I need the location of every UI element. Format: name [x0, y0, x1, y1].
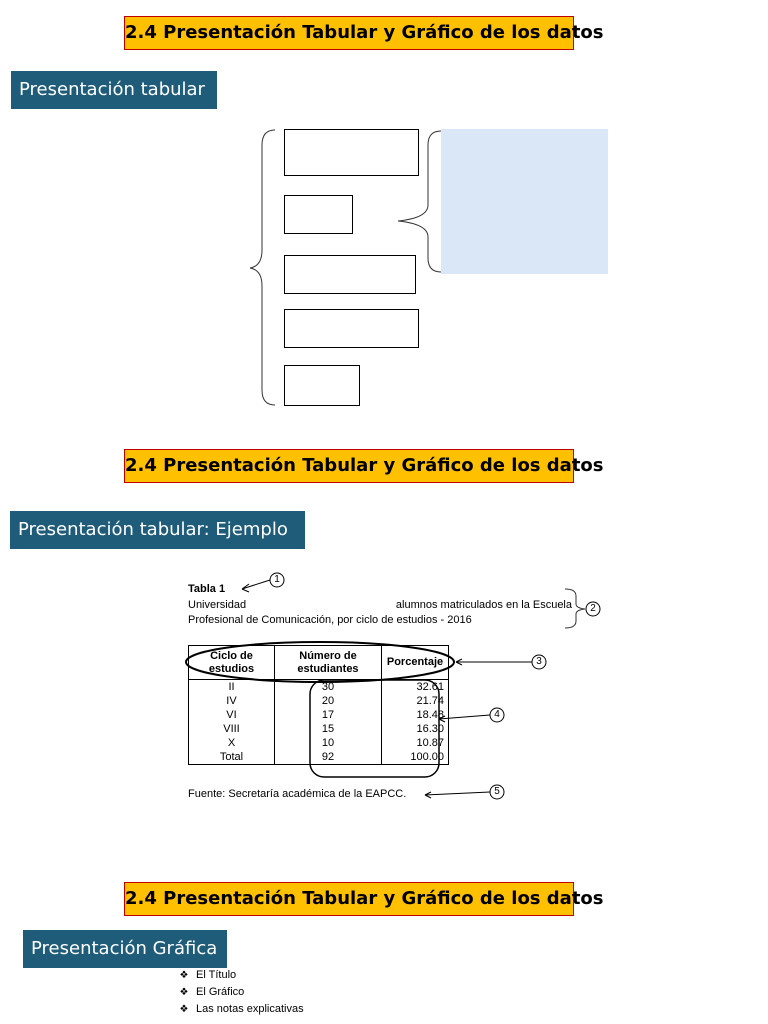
marker-1: 1	[274, 574, 280, 585]
marker-circle-5	[490, 785, 504, 799]
section-banner-1: 2.4 Presentación Tabular y Gráfico de los datos	[124, 16, 574, 50]
marker-circle-2	[586, 602, 600, 616]
diamond-bullet-icon: ❖	[179, 987, 189, 998]
diamond-bullet-icon: ❖	[179, 970, 189, 981]
arrow-4-icon	[439, 715, 490, 722]
cell-ciclo: X	[189, 736, 275, 750]
marker-circle-4	[490, 708, 504, 722]
header-ciclo: Ciclo de estudios	[189, 646, 275, 680]
bullet-text: El Gráfico	[196, 986, 245, 998]
cell-porcentaje: 16.30	[382, 722, 449, 736]
cell-porcentaje: 18.48	[382, 708, 449, 722]
large-left-brace-icon	[250, 130, 275, 405]
cell-ciclo: VIII	[189, 722, 275, 736]
cell-numero: 30	[275, 680, 382, 695]
marker-circle-3	[532, 655, 546, 669]
caption-line1-right: alumnos matriculados en la Escuela	[395, 599, 572, 611]
cell-ciclo: IV	[189, 694, 275, 708]
table-source-note: Fuente: Secretaría académica de la EAPCC.	[188, 788, 407, 800]
bullet-text: El Título	[196, 969, 237, 981]
section-tag-tabular-example: Presentación tabular: Ejemplo	[10, 511, 305, 549]
caption-brace-icon	[565, 589, 585, 628]
caption-line2: Profesional de Comunicación, por ciclo de estudios - 2016	[188, 614, 472, 626]
section-tag-tabular: Presentación tabular	[11, 71, 217, 109]
marker-3: 3	[536, 656, 542, 667]
cell-porcentaje: 10.87	[382, 736, 449, 750]
section-banner-3: 2.4 Presentación Tabular y Gráfico de los datos	[124, 882, 574, 916]
header-porcentaje: Porcentaje	[382, 646, 449, 680]
cell-porcentaje: 21.74	[382, 694, 449, 708]
cell-ciclo: Total	[189, 750, 275, 765]
arrow-1-icon	[242, 580, 270, 592]
section-banner-2: 2.4 Presentación Tabular y Gráfico de los datos	[124, 449, 574, 483]
cell-ciclo: VI	[189, 708, 275, 722]
arrow-3-icon	[456, 659, 532, 665]
cell-porcentaje: 100.00	[382, 750, 449, 765]
marker-5: 5	[494, 786, 500, 797]
caption-line1-left: Universidad	[188, 599, 247, 611]
cell-numero: 17	[275, 708, 382, 722]
bullet-text: Las notas explicativas	[196, 1003, 304, 1015]
cell-numero: 92	[275, 750, 382, 765]
table-title: Tabla 1	[188, 583, 226, 595]
cell-numero: 15	[275, 722, 382, 736]
marker-circle-1	[270, 573, 284, 587]
number-column-highlight-icon	[310, 680, 439, 777]
header-numero: Número de estudiantes	[275, 646, 382, 680]
arrow-5-icon	[425, 792, 490, 798]
cell-porcentaje: 32.61	[382, 680, 449, 695]
marker-2: 2	[590, 603, 596, 614]
cell-numero: 10	[275, 736, 382, 750]
header-ellipse-icon	[186, 642, 454, 682]
marker-4: 4	[494, 709, 500, 720]
section-tag-grafica: Presentación Gráfica	[23, 930, 227, 968]
cell-ciclo: II	[189, 680, 275, 695]
middle-brace-icon	[398, 131, 441, 272]
diamond-bullet-icon: ❖	[179, 1004, 189, 1015]
cell-numero: 20	[275, 694, 382, 708]
